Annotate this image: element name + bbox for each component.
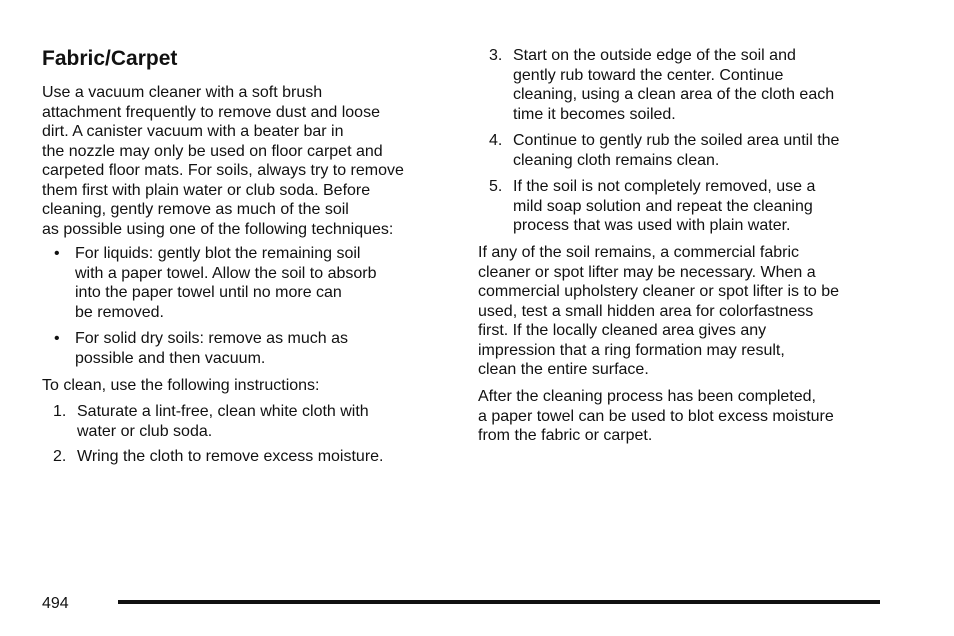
technique-item-liquids [42, 244, 377, 322]
step-line: If the soil is not completely removed, use a [513, 178, 816, 195]
step-number: 3. [489, 47, 503, 64]
technique-item-solid [42, 329, 377, 368]
step-item-4 [478, 131, 839, 170]
step-item-2 [42, 447, 384, 467]
step-line: Saturate a lint-free, clean white cloth with [77, 403, 369, 420]
step-item-5 [478, 177, 839, 236]
paragraph-line: After the cleaning process has been completed, [478, 388, 816, 405]
intro-line: attachment frequently to remove dust and loose [42, 103, 380, 121]
step-number: 5. [489, 178, 503, 195]
technique-line: with a paper towel. Allow the soil to absorb [75, 264, 377, 282]
step-number: 1. [53, 403, 67, 420]
step-line: gently rub toward the center. Continue [513, 66, 784, 84]
bullet-icon: • [54, 330, 60, 347]
technique-line: For liquids: gently blot the remaining soil [75, 245, 361, 262]
page-number: 494 [42, 595, 69, 612]
step-item-3 [478, 46, 839, 124]
technique-list [42, 244, 377, 375]
step-line: process that was used with plain water. [513, 217, 791, 234]
steps-list-left [42, 402, 384, 473]
paragraph-line: first. If the locally cleaned area gives any [478, 322, 767, 339]
paragraph-line: from the fabric or carpet. [478, 427, 653, 444]
intro-line: them first with plain water or club soda. Before [42, 181, 371, 199]
paragraph-line: clean the entire surface. [478, 361, 649, 378]
instructions-lead: To clean, use the following instructions: [42, 377, 320, 394]
intro-line: dirt. A canister vacuum with a beater bar in [42, 123, 344, 140]
intro-line: as possible using one of the following techniques: [42, 220, 394, 238]
paragraph-line: impression that a ring formation may result, [478, 341, 785, 359]
bullet-icon: • [54, 245, 60, 262]
steps-list-right [478, 46, 839, 243]
step-line: Start on the outside edge of the soil and [513, 47, 796, 64]
step-line: mild soap solution and repeat the cleaning [513, 197, 813, 215]
step-line: time it becomes soiled. [513, 105, 676, 123]
intro-line: the nozzle may only be used on floor carpet and [42, 142, 383, 160]
technique-line: be removed. [75, 303, 164, 321]
footer-rule [118, 600, 880, 604]
paragraph-line: commercial upholstery cleaner or spot lifter is to be [478, 283, 840, 300]
paragraph-line: used, test a small hidden area for colorfastness [478, 302, 814, 320]
intro-line: Use a vacuum cleaner with a soft brush [42, 84, 323, 101]
step-line: Continue to gently rub the soiled area until the [513, 132, 840, 149]
intro-paragraph [42, 83, 404, 239]
step-line: cleaning, using a clean area of the cloth each [513, 86, 835, 103]
technique-line: possible and then vacuum. [75, 349, 266, 367]
commercial-cleaner-paragraph [478, 243, 839, 380]
technique-line: For solid dry soils: remove as much as [75, 330, 348, 347]
step-line: water or club soda. [77, 422, 213, 440]
step-line: cleaning cloth remains clean. [513, 151, 720, 169]
intro-line: cleaning, gently remove as much of the soil [42, 201, 349, 218]
step-line: Wring the cloth to remove excess moisture. [77, 448, 384, 465]
after-cleaning-paragraph [478, 387, 834, 446]
section-heading: Fabric/Carpet [42, 47, 178, 70]
paragraph-line: If any of the soil remains, a commercial fabric [478, 244, 800, 261]
technique-line: into the paper towel until no more can [75, 284, 342, 301]
paragraph-line: a paper towel can be used to blot excess moisture [478, 407, 834, 425]
step-number: 4. [489, 132, 503, 149]
step-item-1 [42, 402, 384, 441]
step-number: 2. [53, 448, 67, 465]
intro-line: carpeted floor mats. For soils, always try to remove [42, 162, 404, 179]
paragraph-line: cleaner or spot lifter may be necessary. When a [478, 263, 816, 281]
